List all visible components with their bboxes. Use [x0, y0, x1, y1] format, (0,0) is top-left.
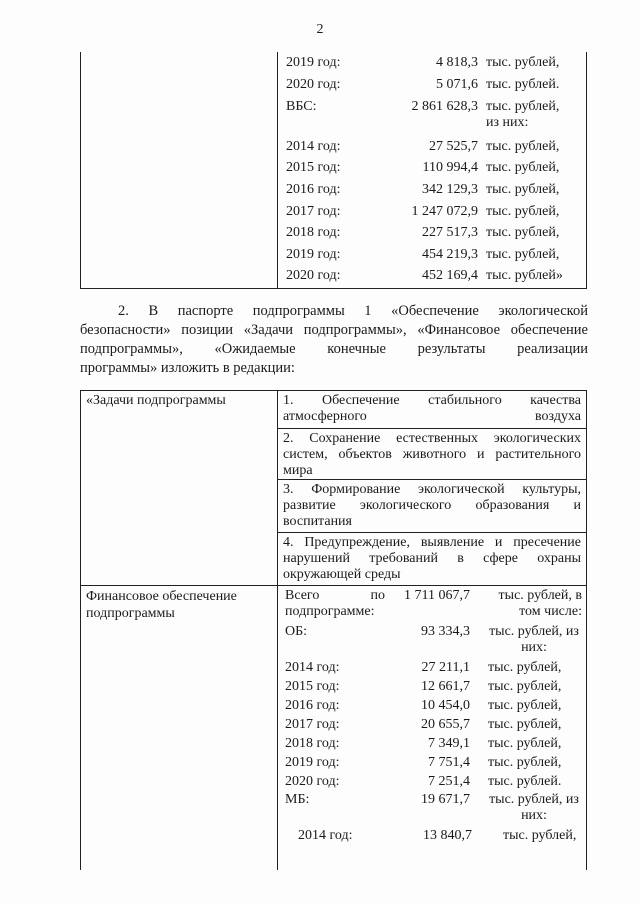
task-item: 1. Обеспечение стабильного качества атмосферного воздуха [283, 393, 581, 424]
task-separator [277, 428, 587, 429]
task-separator [277, 479, 587, 480]
table-divider [277, 390, 278, 870]
task-item: 2. Сохранение естественных экологических систем, объектов животного и растительного мира [283, 431, 581, 478]
table-right-border [586, 390, 587, 870]
tasks-label: «Задачи подпрограммы [86, 393, 226, 408]
section-separator [80, 585, 587, 586]
ob-unit: тыс. рублей, из них: [489, 624, 579, 655]
table-top-border [80, 390, 587, 391]
total-value: 1 711 067,7 [404, 588, 470, 603]
top-table-right-border [586, 52, 587, 289]
total-unit: тыс. рублей, в том числе: [498, 588, 582, 619]
task-separator [277, 532, 587, 533]
mb-unit: тыс. рублей, из них: [489, 792, 579, 823]
page-number: 2 [316, 22, 324, 37]
ob-label: ОБ: [285, 624, 308, 639]
total-label: Всего по подпрограмме: [285, 588, 385, 619]
paragraph-line: программы» изложить в редакции: [80, 360, 295, 376]
paragraph-line: безопасности» позиции «Задачи подпрограммы», «Финансовое обеспечение [80, 322, 588, 338]
task-item: 4. Предупреждение, выявление и пресечение нарушений требований в сфере охраны окружающей среды [283, 535, 581, 582]
paragraph-line: 2. В паспорте подпрограммы 1 «Обеспечение экологической [118, 303, 588, 319]
table-left-border [80, 390, 81, 870]
ob-value: 93 334,3 [421, 624, 470, 639]
top-table-left-border [80, 52, 81, 289]
finance-label: Финансовое обеспечение подпрограммы [86, 589, 237, 621]
task-item: 3. Формирование экологической культуры, развитие экологического образования и воспитания [283, 482, 581, 529]
top-table-divider [277, 52, 278, 289]
mb-value: 19 671,7 [421, 792, 470, 807]
mb-label: МБ: [285, 792, 310, 807]
paragraph-line: подпрограммы», «Ожидаемые конечные результаты реализации [80, 341, 588, 357]
top-table-bottom-border [80, 288, 587, 289]
